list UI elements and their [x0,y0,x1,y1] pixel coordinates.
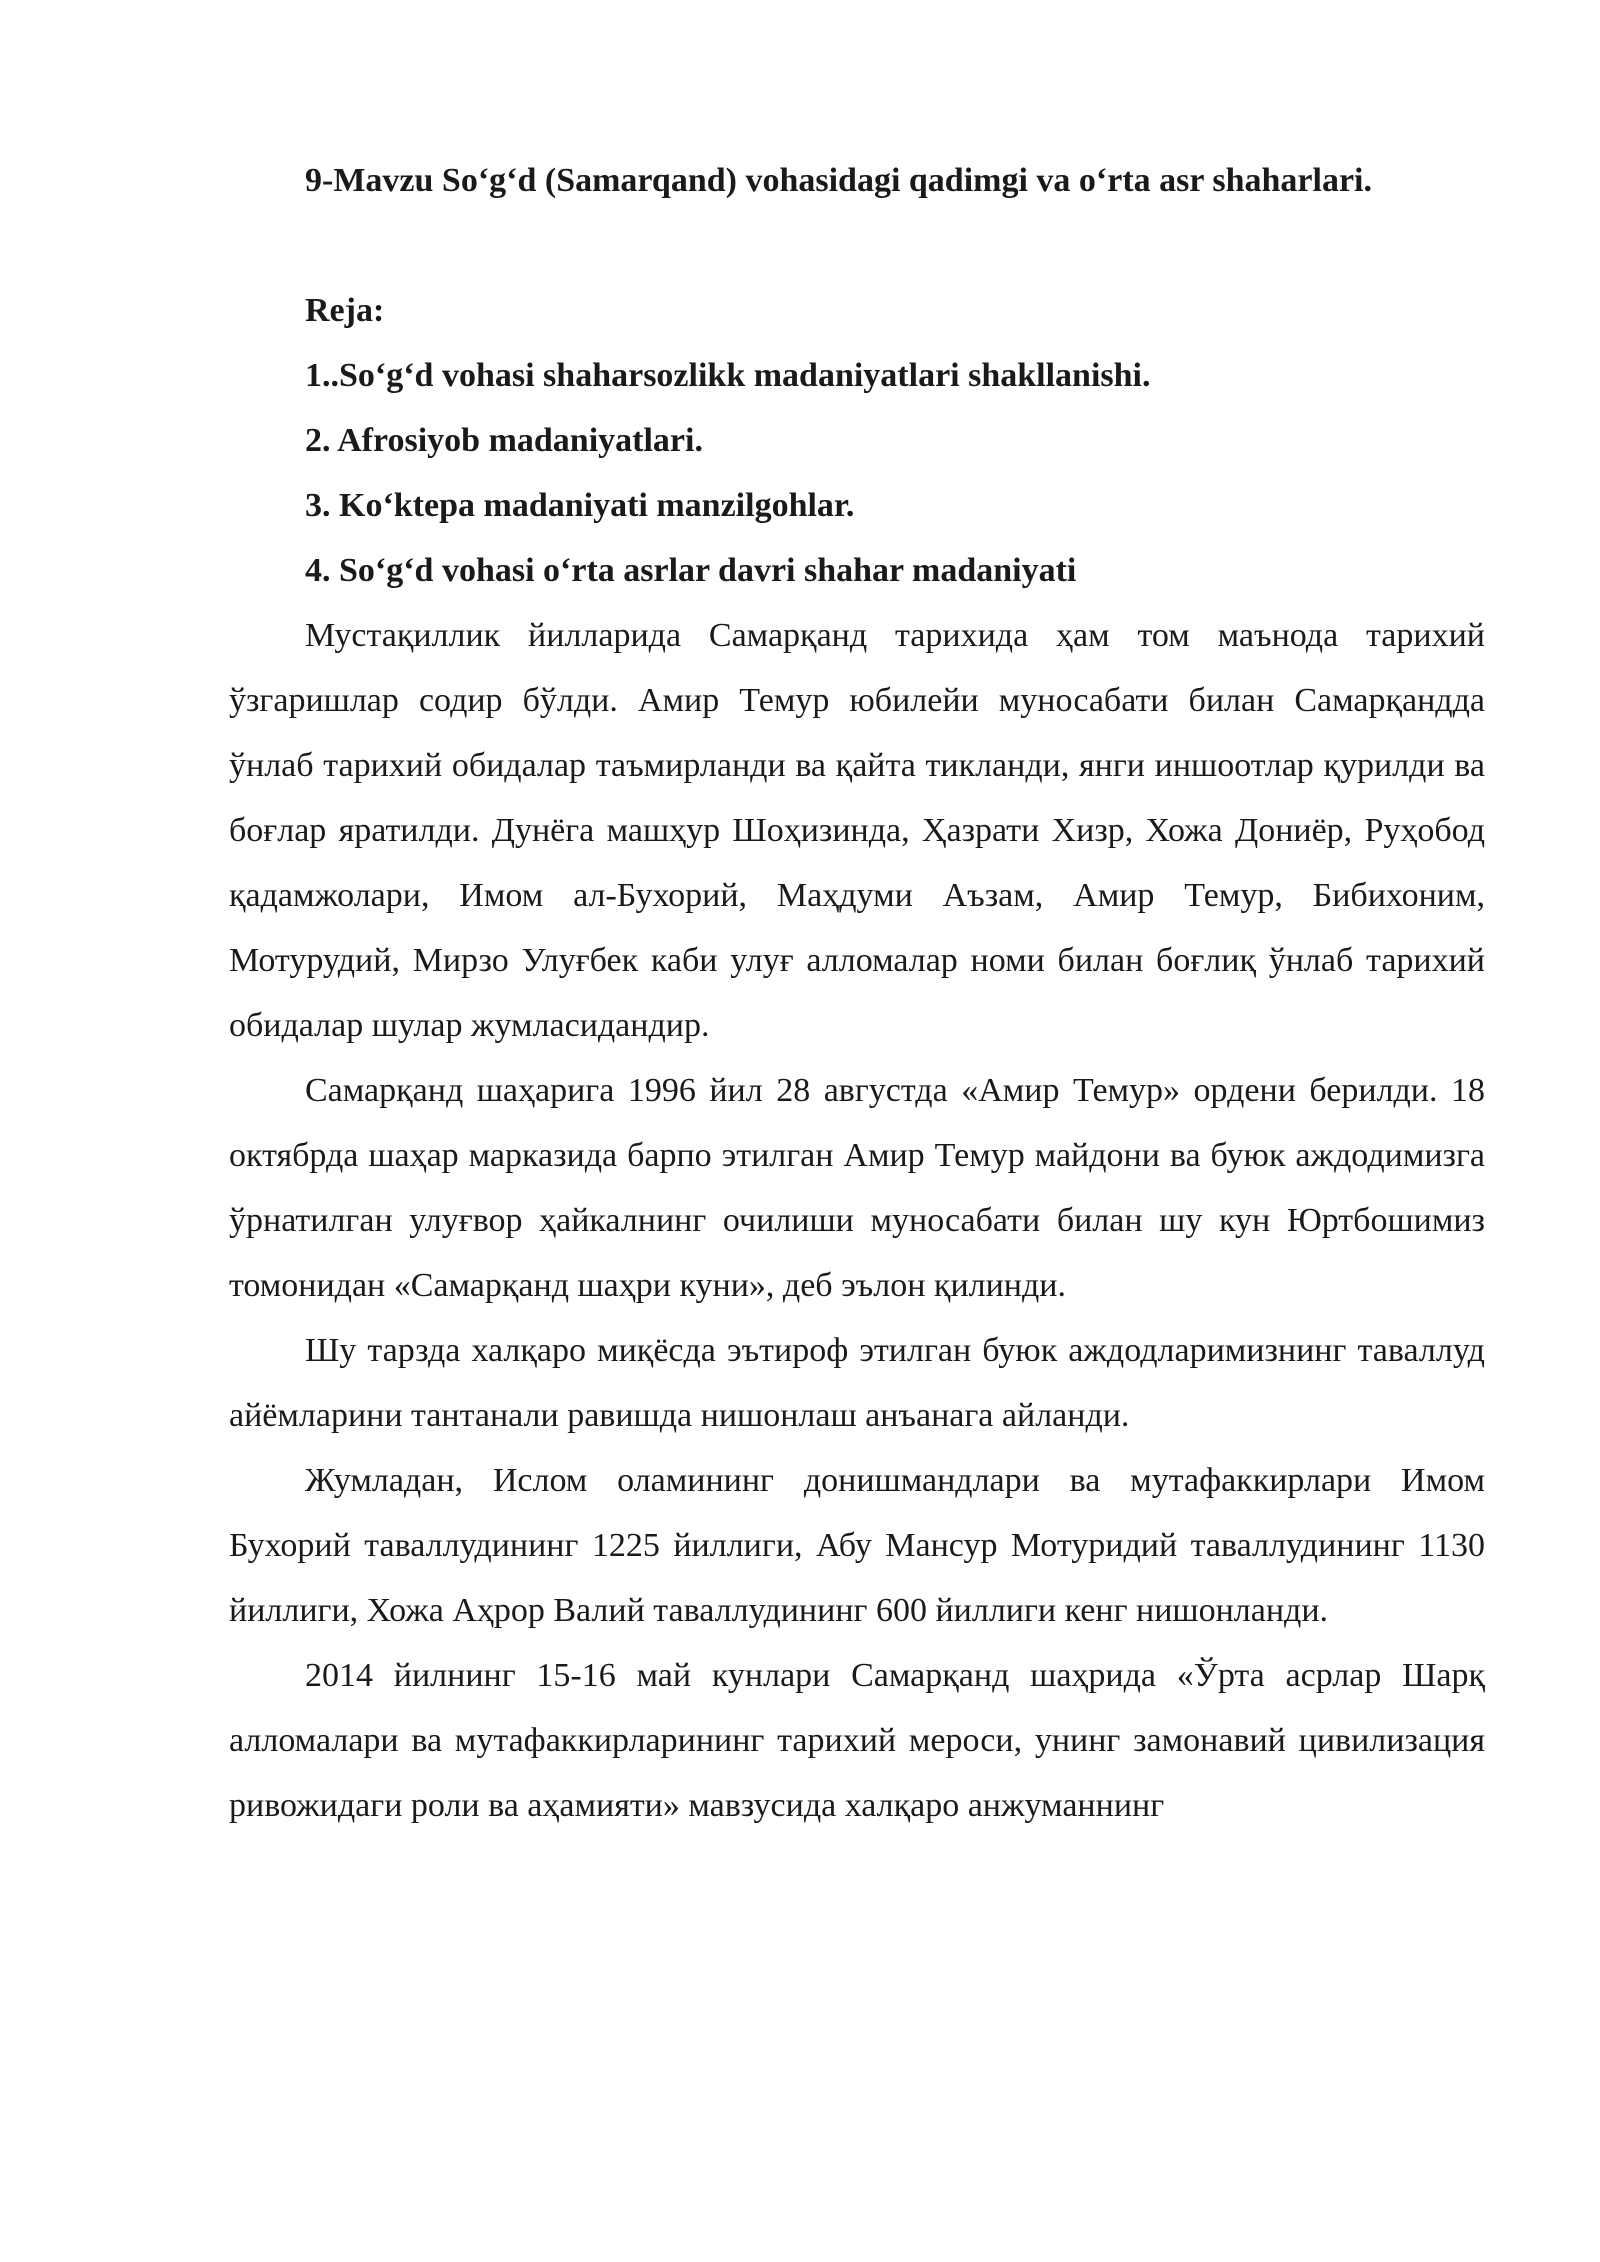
body-paragraph: Самарқанд шаҳарига 1996 йил 28 августда «Амир Темур» ордени берилди. 18 октябрда шаҳар марказида барпо этилган Амир Темур майдони ва буюк аждодимизга ўрнатилган улуғвор ҳайкалнинг очилиши муносабати билан шу кун Юртбошимиз томонидан «Самарқанд шаҳри куни», деб эълон қилинди. [229,1072,1485,1304]
plan-item: 4. So‘g‘d vohasi o‘rta asrlar davri shahar madaniyati [305,552,1077,589]
body-paragraph: Мустақиллик йилларида Самарқанд тарихида ҳам том маънода тарихий ўзгаришлар содир бўлди. Амир Темур юбилейи муносабати билан Самарқандда ўнлаб тарихий обидалар таъмирланди ва қайта тикланди, янги иншоотлар қурилди ва боғлар яратилди. Дунёга машҳур Шоҳизинда, Ҳазрати Хизр, Хожа Дониёр, Руҳобод қадамжолари, Имом ал-Бухорий, Маҳдуми Аъзам, Амир Темур, Бибихоним, Мотурудий, Мирзо Улуғбек каби улуғ алломалар номи билан боғлиқ ўнлаб тарихий обидалар шулар жумласидандир. [229,617,1485,1044]
plan-item: 2. Afrosiyob madaniyatlari. [305,422,703,459]
plan-heading: Reja: [305,292,385,329]
plan-list [229,343,1485,603]
body-paragraph: Жумладан, Ислом оламининг донишмандлари ва мутафаккирлари Имом Бухорий таваллудининг 1225 йиллиги, Абу Мансур Мотуридий таваллудининг 1130 йиллиги, Хожа Аҳрор Валий таваллудининг 600 йиллиги кенг нишонланди. [229,1462,1485,1629]
plan-item: 1..So‘g‘d vohasi shaharsozlikk madaniyatlari shakllanishi. [305,357,1151,394]
plan-item: 3. Ko‘ktepa madaniyati manzilgohlar. [305,487,855,524]
body-paragraph: 2014 йилнинг 15-16 май кунлари Самарқанд шаҳрида «Ўрта асрлар Шарқ алломалари ва мутафаккирларининг тарихий мероси, унинг замонавий цивилизация ривожидаги роли ва аҳамияти» мавзусида халқаро анжуманнинг [229,1657,1485,1824]
document-title: 9-Mavzu So‘g‘d (Samarqand) vohasidagi qadimgi va o‘rta asr shaharlari. [305,162,1372,199]
document-page [229,148,1485,1838]
body-paragraph: Шу тарзда халқаро миқёсда эътироф этилган буюк аждодларимизнинг таваллуд айёмларини тантанали равишда нишонлаш анъанага айланди. [229,1332,1485,1434]
